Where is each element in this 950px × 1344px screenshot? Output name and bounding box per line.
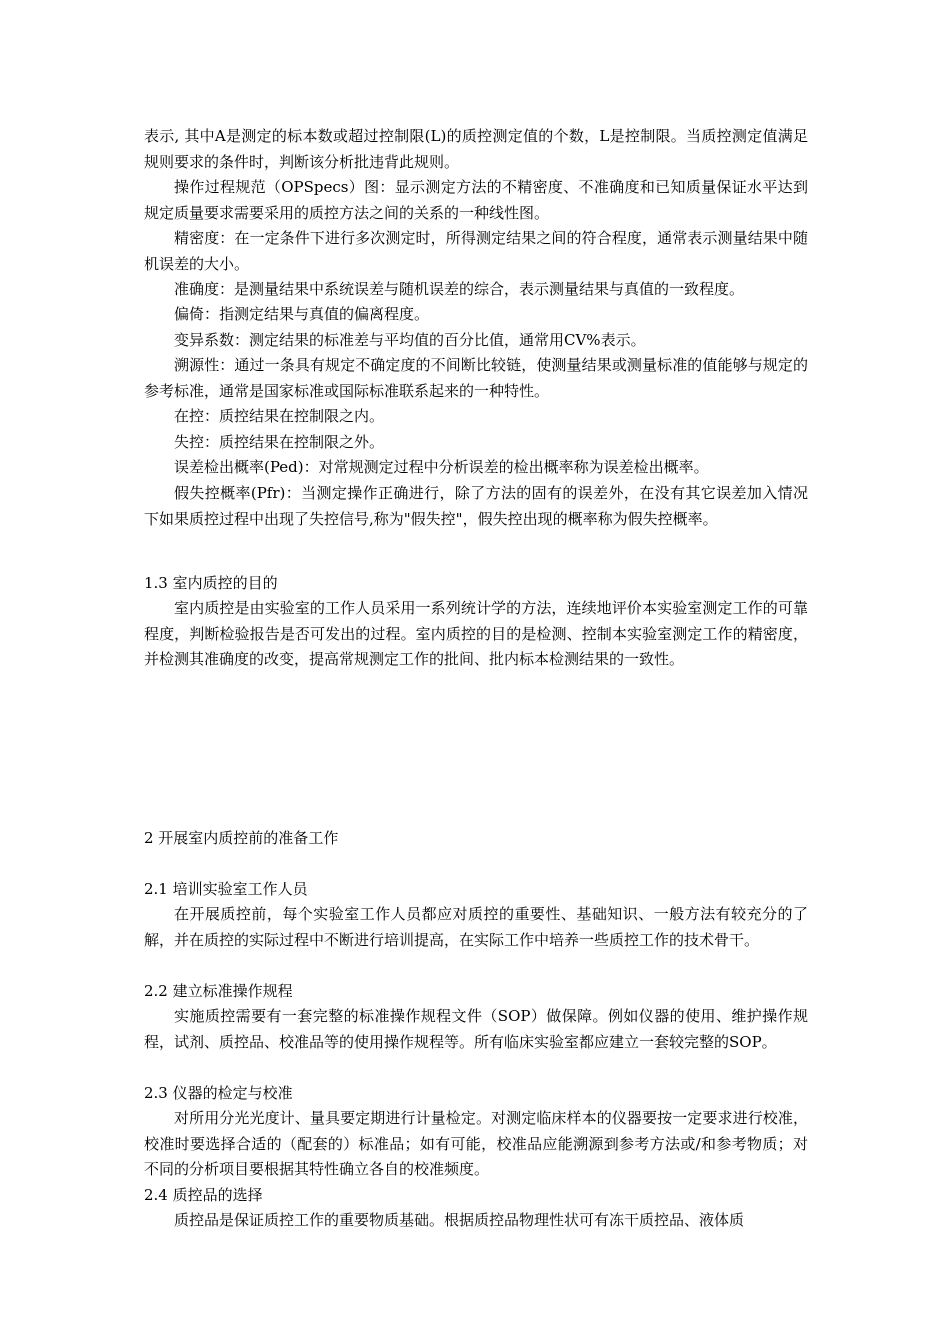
paragraph-2-1: 在开展质控前，每个实验室工作人员都应对质控的重要性、基础知识、一般方法有较充分的了解，并在质控的实际过程中不断进行培训提高，在实际工作中培养一些质控工作的技术骨干。 [144, 905, 808, 949]
paragraph-in-control: 在控：质控结果在控制限之内。 [174, 407, 385, 425]
paragraph-2-3: 对所用分光光度计、量具要定期进行计量检定。对测定临床样本的仪器要按一定要求进行校准，校准时要选择合适的（配套的）标准品；如有可能，校准品应能溯源到参考方法或/和参考物质；对不同的分析项目要根据其特性确立各自的校准频度。 [144, 1109, 808, 1179]
paragraph-pfr: 假失控概率(Pfr)：当测定操作正确进行，除了方法的固有的误差外，在没有其它误差加入情况下如果质控过程中出现了失控信号,称为"假失控"，假失控出现的概率称为假失控概率。 [144, 484, 808, 528]
paragraph-ped: 误差检出概率(Ped)：对常规测定过程中分析误差的检出概率称为误差检出概率。 [174, 458, 709, 476]
heading-2: 2 开展室内质控前的准备工作 [144, 829, 339, 847]
paragraph-bias: 偏倚：指测定结果与真值的偏离程度。 [174, 305, 430, 323]
paragraph-2-2: 实施质控需要有一套完整的标准操作规程文件（SOP）做保障。例如仪器的使用、维护操作规程，试剂、质控品、校准品等的使用操作规程等。所有临床实验室都应建立一套较完整的SOP。 [144, 1007, 808, 1051]
heading-1-3: 1.3 室内质控的目的 [144, 574, 278, 592]
paragraph-cv: 变异系数：测定结果的标准差与平均值的百分比值，通常用CV%表示。 [174, 331, 646, 349]
heading-2-2: 2.2 建立标准操作规程 [144, 982, 293, 1000]
heading-2-1: 2.1 培训实验室工作人员 [144, 880, 308, 898]
paragraph-1-3: 室内质控是由实验室的工作人员采用一系列统计学的方法，连续地评价本实验室测定工作的可靠程度，判断检验报告是否可发出的过程。室内质控的目的是检测、控制本实验室测定工作的精密度，并检测其准确度的改变，提高常规测定工作的批间、批内标本检测结果的一致性。 [144, 599, 808, 669]
heading-2-3: 2.3 仪器的检定与校准 [144, 1084, 293, 1102]
paragraph-rule-definition: 表示, 其中A是测定的标本数或超过控制限(L)的质控测定值的个数，L是控制限。当质控测定值满足规则要求的条件时，判断该分析批违背此规则。 [144, 127, 808, 171]
paragraph-2-4: 质控品是保证质控工作的重要物质基础。根据质控品物理性状可有冻干质控品、液体质 [174, 1211, 745, 1229]
heading-2-4: 2.4 质控品的选择 [144, 1186, 263, 1204]
paragraph-out-of-control: 失控：质控结果在控制限之外。 [174, 433, 385, 451]
paragraph-opspecs: 操作过程规范（OPSpecs）图：显示测定方法的不精密度、不准确度和已知质量保证水平达到规定质量要求需要采用的质控方法之间的关系的一种线性图。 [144, 178, 808, 222]
paragraph-precision: 精密度：在一定条件下进行多次测定时，所得测定结果之间的符合程度，通常表示测量结果中随机误差的大小。 [144, 229, 808, 273]
paragraph-traceability: 溯源性：通过一条具有规定不确定度的不间断比较链，使测量结果或测量标准的值能够与规定的参考标准，通常是国家标准或国际标准联系起来的一种特性。 [144, 356, 808, 400]
paragraph-accuracy: 准确度：是测量结果中系统误差与随机误差的综合，表示测量结果与真值的一致程度。 [174, 280, 745, 298]
